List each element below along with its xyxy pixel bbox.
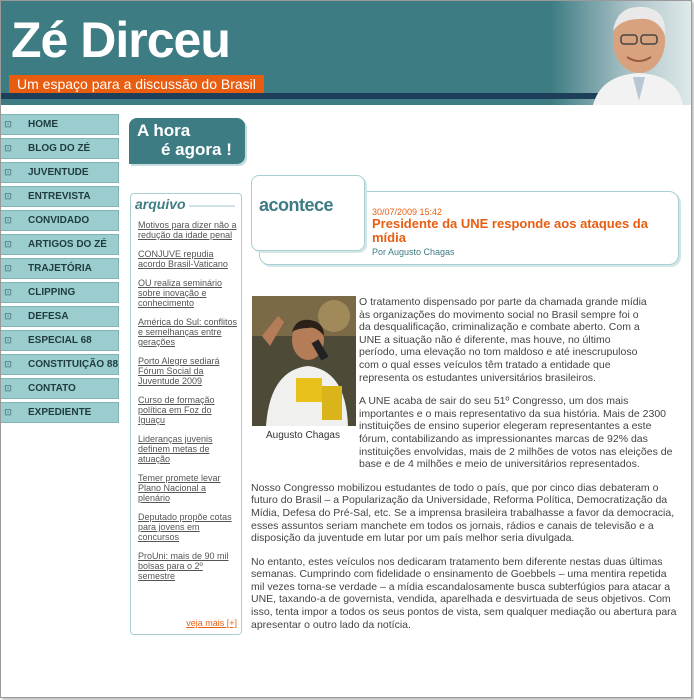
- nav-bullet-icon: ⊡: [4, 215, 12, 225]
- archive-heading-rule: [189, 205, 235, 207]
- archive-link[interactable]: Curso de formação política em Foz do Iguaçu: [138, 395, 215, 425]
- site-title[interactable]: Zé Dirceu: [11, 12, 230, 68]
- nav-item-label: CONSTITUIÇÃO 88: [28, 359, 119, 370]
- archive-heading: arquivo: [135, 196, 186, 212]
- nav-bullet-icon: ⊡: [4, 287, 12, 297]
- nav-item-label: BLOG DO ZÉ: [28, 143, 91, 154]
- nav-bullet-icon: ⊡: [4, 167, 12, 177]
- nav-item-entrevista[interactable]: [1, 186, 119, 207]
- nav-bullet-icon: ⊡: [4, 263, 12, 273]
- nav-item-label: CLIPPING: [28, 287, 76, 298]
- section-label: acontece: [259, 195, 334, 215]
- see-more-link[interactable]: veja mais [+]: [186, 618, 237, 628]
- nav-bullet-icon: ⊡: [4, 359, 12, 369]
- nav-item-home[interactable]: [1, 114, 119, 135]
- banner-line-2: é agora !: [161, 140, 232, 159]
- archive-link[interactable]: Lideranças juvenis definem metas de atuação: [138, 434, 213, 464]
- nav-item-juventude[interactable]: [1, 162, 119, 183]
- nav-bullet-icon: ⊡: [4, 191, 12, 201]
- nav-bullet-icon: ⊡: [4, 407, 12, 417]
- nav-bullet-icon: ⊡: [4, 239, 12, 249]
- nav-item-defesa[interactable]: [1, 306, 119, 327]
- archive-links: [138, 220, 238, 590]
- main-nav: [1, 114, 119, 426]
- nav-item-label: HOME: [28, 119, 58, 130]
- archive-link[interactable]: Motivos para dizer não a redução da idade penal: [138, 220, 237, 240]
- nav-item-label: CONVIDADO: [28, 215, 90, 226]
- nav-item-label: DEFESA: [28, 311, 69, 322]
- header-divider: [1, 93, 601, 99]
- nav-item-label: CONTATO: [28, 383, 76, 394]
- portrait-image: [587, 1, 683, 105]
- nav-item-label: JUVENTUDE: [28, 167, 89, 178]
- nav-item-label: ENTREVISTA: [28, 191, 91, 202]
- site-tagline: Um espaço para a discussão do Brasil: [9, 75, 264, 94]
- article-paragraph: Nosso Congresso mobilizou estudantes de todo o país, que por cinco dias debateram o futuro do Brasil – a Popularização da Universidade, Reforma Política, Democratização da Mídia, Defesa do Pré-Sal, etc. Se a imprensa brasileira trabalhasse a favor da democracia, esses assuntos seriam manchete em todos os jornais, rádios e canais de televisão e a disposição da juventude em lutar por um país melhor seria divulgada.: [251, 481, 675, 545]
- nav-item-label: ESPECIAL 68: [28, 335, 92, 346]
- article-paragraph: No entanto, estes veículos nos dedicaram tratamento bem diferente nestas duas últimas semanas. Cumprindo com fidelidade o ensinamento de Goebbels – uma mentira repetida mil vezes torna-se verdade – a mídia escandalosamente busca subterfúgios para atacar a UNE, taxando-a de governista, vendida, aparelhada e desvirtuada de seus objetivos. Com isso, tenta impor a todos os seus pontos de vista, sem qualquer mediação ou abertura para apresentar o outro lado da notícia.: [251, 555, 677, 631]
- archive-link[interactable]: Deputado propõe cotas para jovens em concursos: [138, 512, 232, 542]
- nav-bullet-icon: ⊡: [4, 383, 12, 393]
- site-header: [1, 1, 691, 105]
- photo-caption: Augusto Chagas: [266, 430, 340, 441]
- campaign-banner[interactable]: [129, 118, 245, 164]
- archive-link[interactable]: Temer promete levar Plano Nacional a plenário: [138, 473, 221, 503]
- nav-item-label: ARTIGOS DO ZÉ: [28, 239, 107, 250]
- nav-item-trajetoria[interactable]: [1, 258, 119, 279]
- archive-link[interactable]: CONJUVE repudia acordo Brasil-Vaticano: [138, 249, 228, 269]
- nav-item-expediente[interactable]: [1, 402, 119, 423]
- nav-item-label: EXPEDIENTE: [28, 407, 92, 418]
- nav-item-clipping[interactable]: [1, 282, 119, 303]
- archive-box: [130, 193, 242, 635]
- nav-bullet-icon: ⊡: [4, 143, 12, 153]
- nav-item-contato[interactable]: [1, 378, 119, 399]
- archive-link[interactable]: ProUni: mais de 90 mil bolsas para o 2º semestre: [138, 551, 229, 581]
- nav-item-blog[interactable]: [1, 138, 119, 159]
- nav-item-especial-68[interactable]: [1, 330, 119, 351]
- archive-link[interactable]: Porto Alegre sediará Fórum Social da Juventude 2009: [138, 356, 220, 386]
- article-paragraph: O tratamento dispensado por parte da chamada grande mídia às organizações do movimento social no Brasil sempre foi o da desqualificação, criminalização e combate aberto. Com a UNE a situação não é diferente, mas houve, no último período, uma elevação no tom maldoso e até inescrupuloso com o qual esses veículos têm tratado a entidade que representa os estudantes universitários brasileiros.: [359, 296, 647, 384]
- post-date: 30/07/2009 15:42: [372, 207, 443, 217]
- nav-bullet-icon: ⊡: [4, 119, 12, 129]
- nav-bullet-icon: ⊡: [4, 335, 12, 345]
- nav-item-convidado[interactable]: [1, 210, 119, 231]
- nav-item-label: TRAJETÓRIA: [28, 263, 92, 274]
- nav-bullet-icon: ⊡: [4, 311, 12, 321]
- post-header: [251, 155, 680, 263]
- archive-link[interactable]: América do Sul: conflitos e semelhanças entre gerações: [138, 317, 238, 347]
- nav-item-artigos[interactable]: [1, 234, 119, 255]
- post-author: Por Augusto Chagas: [372, 247, 455, 257]
- banner-line-1: A hora: [137, 121, 191, 140]
- post-title[interactable]: Presidente da UNE responde aos ataques da mídia: [372, 216, 648, 245]
- archive-link[interactable]: OU realiza seminário sobre inovação e conhecimento: [138, 278, 223, 308]
- author-photo: [252, 296, 356, 426]
- article-paragraph: A UNE acaba de sair do seu 51º Congresso, um dos mais importantes e o mais representativo da sua história. Mais de 2300 instituições de ensino superior elegeram representantes a este fórum, contabilizando as impressionantes marcas de 92% das instituições envolvidas, mais de 2 milhões de votos nas eleições de base e de 4 milhões e meio de universitários representados.: [359, 395, 673, 471]
- nav-item-constituicao-88[interactable]: [1, 354, 119, 375]
